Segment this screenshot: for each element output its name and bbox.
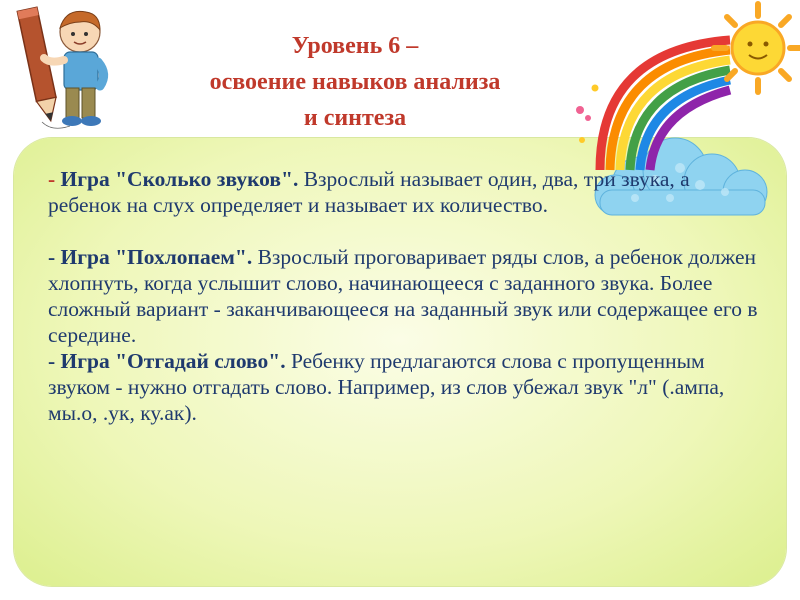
game-2-title: Игра "Похлопаем". xyxy=(55,245,253,269)
dash-1: - xyxy=(48,167,56,191)
boy-with-pencil-icon xyxy=(0,0,130,135)
paragraph-game-2 xyxy=(48,244,768,348)
title-line-2: освоение навыков анализа xyxy=(209,69,501,95)
game-2-text: Взрослый проговаривает ряды слов, а ребенок должен хлопнуть, когда услышит слово, начинающееся с заданного звука. Более сложный вариант - заканчивающееся на заданный звук или содержащее его в середине. xyxy=(48,245,758,347)
title-line-1: Уровень 6 – xyxy=(291,33,419,59)
spacer xyxy=(48,218,768,244)
game-1-text: Взрослый называет один, два, три звука, а ребенок на слух определяет и называет их количество. xyxy=(48,167,690,217)
paragraph-game-3 xyxy=(48,348,768,426)
dash-3: - xyxy=(48,349,56,373)
content-body xyxy=(48,166,768,426)
page-title xyxy=(150,28,560,136)
paragraph-game-1 xyxy=(48,166,768,218)
dash-2: - xyxy=(48,245,56,269)
game-1-title: Игра "Сколько звуков". xyxy=(55,167,299,191)
title-line-3: и синтеза xyxy=(303,105,407,131)
game-3-text: Ребенку предлагаются слова с пропущенным звуком - нужно отгадать слово. Например, из слов убежал звук "л" (.ампа, мы.о, .ук, ку.ак). xyxy=(48,349,725,425)
game-3-title: Игра "Отгадай слово". xyxy=(55,349,286,373)
